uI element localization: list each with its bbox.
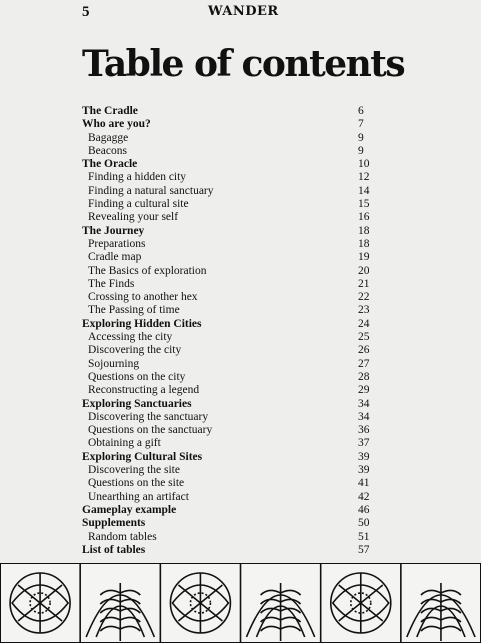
- toc-entry-page: 41: [358, 477, 370, 490]
- botanical-border-illustration: [0, 563, 481, 643]
- toc-entry-label: Bagagge: [88, 131, 129, 144]
- toc-list: [82, 105, 378, 557]
- toc-entry-label: Accessing the city: [88, 331, 173, 344]
- toc-section-entry[interactable]: [82, 158, 378, 171]
- toc-section-entry[interactable]: [82, 225, 378, 238]
- toc-entry-page: 39: [358, 464, 370, 477]
- toc-section-entry[interactable]: [82, 517, 378, 530]
- toc-entry-page: 10: [358, 158, 370, 171]
- toc-entry-page: 26: [358, 344, 370, 357]
- toc-entry-label: The Basics of exploration: [88, 264, 207, 277]
- toc-entry-page: 34: [358, 410, 370, 423]
- toc-entry-label: Unearthing an artifact: [88, 490, 189, 503]
- toc-entry-page: 37: [358, 437, 370, 450]
- toc-entry-page: 29: [358, 384, 370, 397]
- toc-entry-page: 42: [358, 490, 370, 503]
- page-number: 5: [82, 4, 90, 20]
- toc-entry-page: 16: [358, 211, 370, 224]
- toc-section-entry[interactable]: [82, 544, 378, 557]
- toc-subentry[interactable]: [82, 278, 378, 291]
- toc-subentry[interactable]: [82, 132, 378, 145]
- toc-entry-label: Questions on the sanctuary: [88, 424, 213, 437]
- toc-entry-label: The Journey: [82, 224, 145, 237]
- toc-entry-page: 46: [358, 503, 370, 516]
- toc-section-entry[interactable]: [82, 105, 378, 118]
- toc-entry-page: 22: [358, 291, 370, 304]
- toc-entry-label: Obtaining a gift: [88, 437, 161, 450]
- toc-section-entry[interactable]: [82, 318, 378, 331]
- toc-entry-page: 25: [358, 331, 370, 344]
- toc-entry-label: The Cradle: [82, 105, 138, 117]
- toc-entry-page: 20: [358, 264, 370, 277]
- toc-entry-label: Gameplay example: [82, 503, 177, 516]
- toc-subentry[interactable]: [82, 531, 378, 544]
- toc-entry-page: 57: [358, 543, 370, 556]
- toc-subentry[interactable]: [82, 185, 378, 198]
- toc-entry-page: 9: [358, 131, 364, 144]
- toc-subentry[interactable]: [82, 371, 378, 384]
- toc-entry-page: 15: [358, 198, 370, 211]
- toc-section-entry[interactable]: [82, 504, 378, 517]
- toc-subentry[interactable]: [82, 198, 378, 211]
- toc-entry-label: Exploring Hidden Cities: [82, 317, 202, 330]
- toc-entry-page: 18: [358, 224, 370, 237]
- toc-subentry[interactable]: [82, 344, 378, 357]
- toc-section-entry[interactable]: [82, 451, 378, 464]
- toc-entry-label: Exploring Cultural Sites: [82, 450, 203, 463]
- toc-entry-label: List of tables: [82, 543, 146, 556]
- toc-entry-label: Discovering the city: [88, 344, 182, 357]
- toc-entry-label: Preparations: [88, 237, 146, 250]
- toc-subentry[interactable]: [82, 491, 378, 504]
- toc-entry-label: Finding a hidden city: [88, 171, 187, 184]
- toc-entry-label: Discovering the site: [88, 464, 180, 477]
- toc-entry-label: The Oracle: [82, 158, 138, 171]
- toc-subentry[interactable]: [82, 331, 378, 344]
- toc-entry-page: 51: [358, 530, 370, 543]
- toc-entry-label: Reconstructing a legend: [88, 384, 200, 397]
- toc-entry-label: Cradle map: [88, 251, 142, 264]
- toc-entry-label: Crossing to another hex: [88, 291, 198, 304]
- toc-section-entry[interactable]: [82, 118, 378, 131]
- toc-entry-page: 39: [358, 450, 370, 463]
- toc-entry-page: 18: [358, 237, 370, 250]
- toc-subentry[interactable]: [82, 145, 378, 158]
- running-head: WANDER: [208, 4, 279, 19]
- toc-subentry[interactable]: [82, 251, 378, 264]
- toc-entry-label: Finding a natural sanctuary: [88, 184, 214, 197]
- toc-entry-page: 28: [358, 370, 370, 383]
- toc-entry-label: Supplements: [82, 517, 146, 530]
- toc-entry-label: Exploring Sanctuaries: [82, 397, 192, 410]
- toc-entry-page: 27: [358, 357, 370, 370]
- toc-subentry[interactable]: [82, 464, 378, 477]
- page-title: Table of contents: [82, 43, 405, 85]
- toc-entry-page: 36: [358, 424, 370, 437]
- toc-subentry[interactable]: [82, 238, 378, 251]
- toc-entry-page: 12: [358, 171, 370, 184]
- toc-entry-page: 9: [358, 144, 364, 157]
- toc-entry-page: 50: [358, 517, 370, 530]
- toc-entry-label: Who are you?: [82, 118, 151, 131]
- toc-entry-label: Random tables: [88, 530, 157, 543]
- toc-subentry[interactable]: [82, 477, 378, 490]
- toc-entry-label: Questions on the site: [88, 477, 185, 490]
- toc-subentry[interactable]: [82, 411, 378, 424]
- toc-entry-page: 6: [358, 105, 364, 117]
- toc-entry-label: Questions on the city: [88, 370, 186, 383]
- toc-entry-page: 21: [358, 277, 370, 290]
- toc-subentry[interactable]: [82, 171, 378, 184]
- toc-entry-page: 23: [358, 304, 370, 317]
- toc-entry-label: The Finds: [88, 277, 135, 290]
- toc-subentry[interactable]: [82, 358, 378, 371]
- toc-entry-label: Discovering the sanctuary: [88, 410, 209, 423]
- toc-entry-page: 14: [358, 184, 370, 197]
- toc-entry-label: The Passing of time: [88, 304, 180, 317]
- toc-subentry[interactable]: [82, 437, 378, 450]
- toc-entry-label: Revealing your self: [88, 211, 179, 224]
- toc-subentry[interactable]: [82, 384, 378, 397]
- toc-subentry[interactable]: [82, 265, 378, 278]
- toc-subentry[interactable]: [82, 424, 378, 437]
- toc-entry-page: 7: [358, 118, 364, 131]
- toc-subentry[interactable]: [82, 211, 378, 224]
- toc-subentry[interactable]: [82, 291, 378, 304]
- toc-subentry[interactable]: [82, 304, 378, 317]
- toc-entry-label: Sojourning: [88, 357, 140, 370]
- toc-entry-page: 34: [358, 397, 370, 410]
- toc-entry-page: 19: [358, 251, 370, 264]
- toc-entry-label: Beacons: [88, 144, 127, 157]
- toc-section-entry[interactable]: [82, 398, 378, 411]
- toc-entry-page: 24: [358, 317, 370, 330]
- toc-entry-label: Finding a cultural site: [88, 198, 189, 211]
